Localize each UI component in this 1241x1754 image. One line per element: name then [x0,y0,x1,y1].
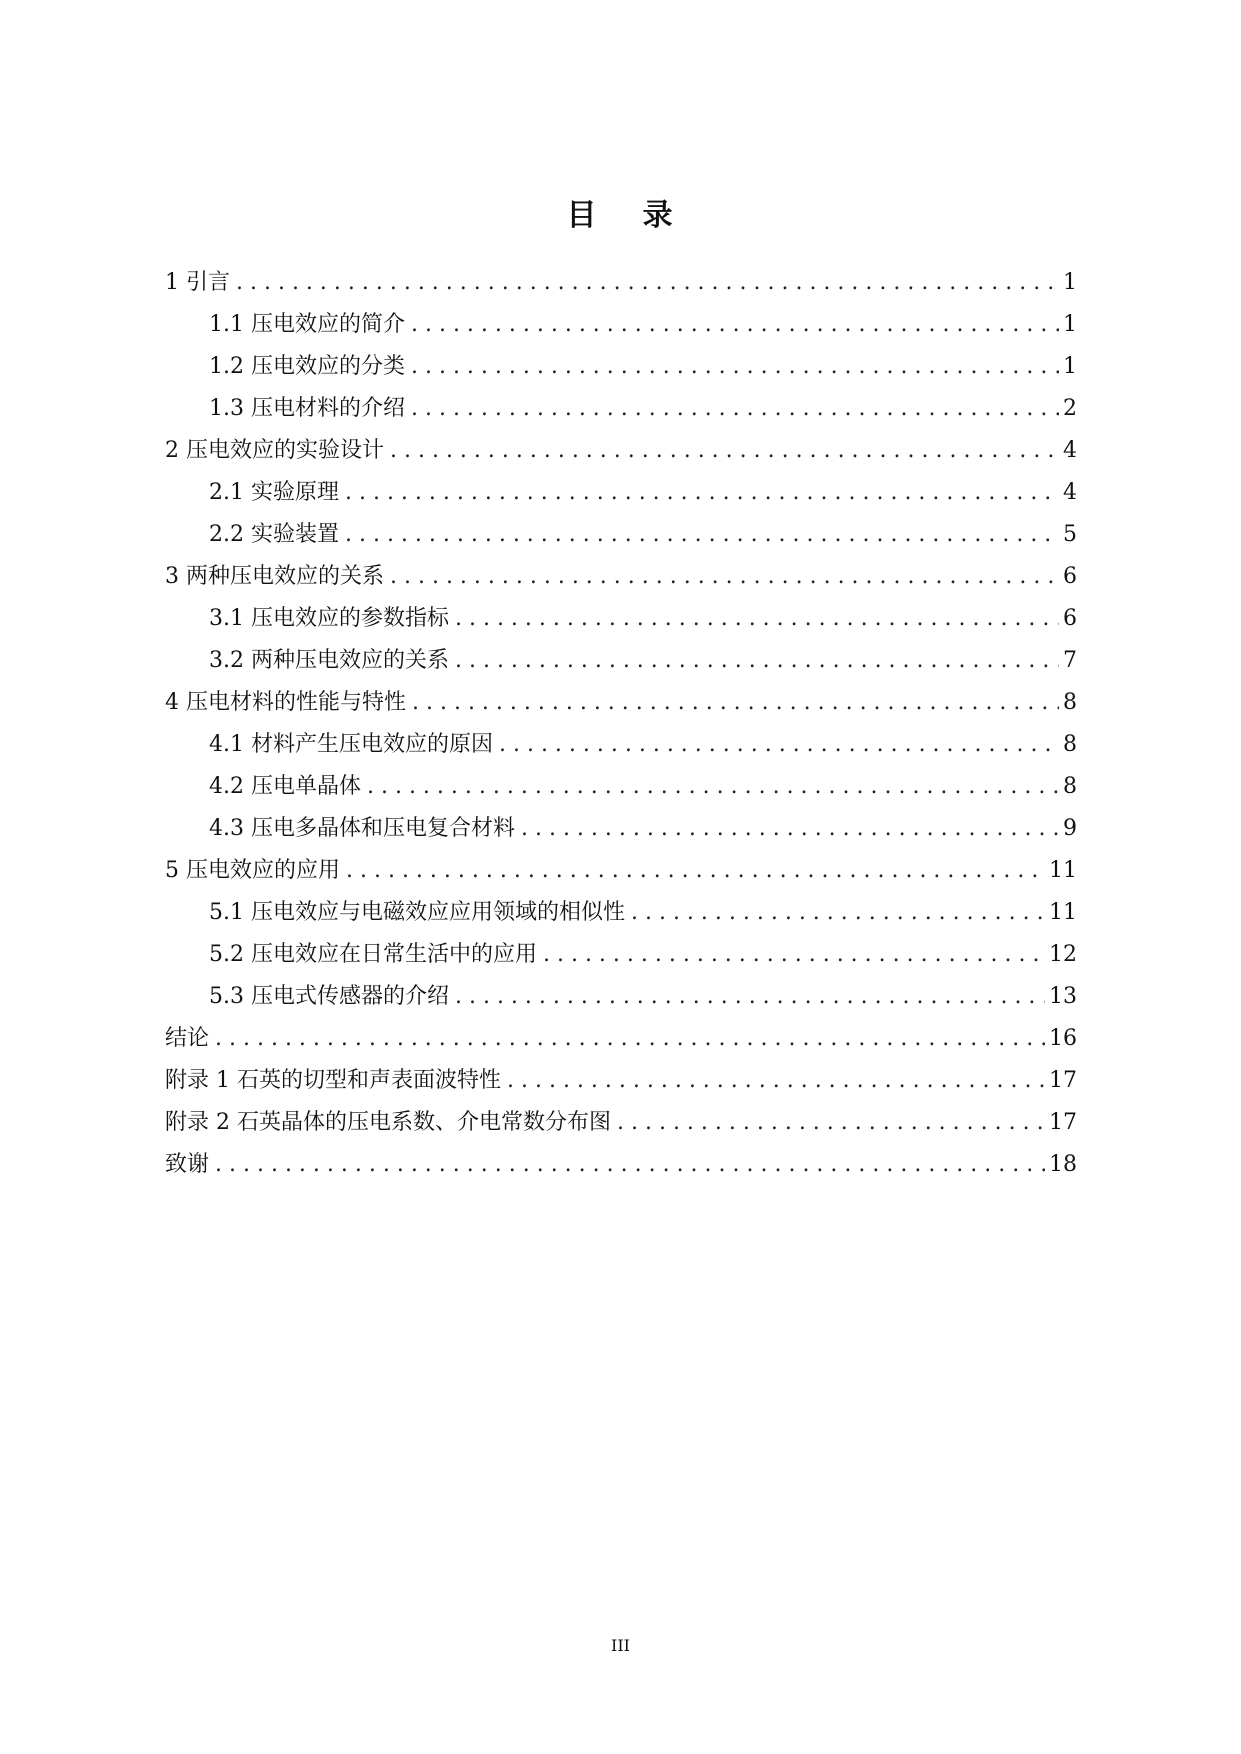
toc-entry[interactable] [165,892,1077,934]
toc-leader-dots [345,472,1059,514]
toc-leader-dots [543,934,1045,976]
toc-entry-label: 附录 1 石英的切型和声表面波特性 [165,1068,501,1093]
toc-entry-label: 5.1 压电效应与电磁效应应用领域的相似性 [209,900,625,925]
toc-leader-dots [455,640,1059,682]
toc-entry-page-number: 18 [1049,1152,1077,1177]
toc-leader-dots [499,724,1059,766]
toc-leader-dots [236,262,1059,304]
toc-entry[interactable] [165,640,1077,682]
toc-entry-label: 结论 [165,1026,210,1051]
toc-leader-dots [455,598,1059,640]
toc-entry-label: 5 压电效应的应用 [165,858,340,883]
toc-leader-dots [215,1018,1045,1060]
toc-leader-dots [390,430,1059,472]
toc-entry-page-number: 7 [1063,648,1077,673]
toc-entry-page-number: 1 [1063,312,1077,337]
toc-entry-label: 3.1 压电效应的参数指标 [209,606,449,631]
toc-entry[interactable] [165,262,1077,304]
toc-leader-dots [411,304,1059,346]
toc-entry[interactable] [165,430,1077,472]
toc-entry-label: 5.2 压电效应在日常生活中的应用 [209,942,537,967]
toc-entry-page-number: 9 [1063,816,1077,841]
toc-entry[interactable] [165,934,1077,976]
toc-leader-dots [346,850,1045,892]
toc-entry[interactable] [165,346,1077,388]
toc-entry-label: 1.1 压电效应的简介 [209,312,405,337]
toc-entry-page-number: 4 [1063,480,1077,505]
toc-entry[interactable] [165,976,1077,1018]
toc-entry-label: 4.1 材料产生压电效应的原因 [209,732,493,757]
toc-leader-dots [345,514,1059,556]
toc-entry[interactable] [165,808,1077,850]
toc-entry[interactable] [165,1018,1077,1060]
toc-entry[interactable] [165,514,1077,556]
toc-entry-page-number: 8 [1063,774,1077,799]
toc-leader-dots [455,976,1045,1018]
toc-entry[interactable] [165,1060,1077,1102]
toc-entry-label: 附录 2 石英晶体的压电系数、介电常数分布图 [165,1110,611,1135]
toc-entry-page-number: 2 [1063,396,1077,421]
toc-leader-dots [411,346,1059,388]
toc-leader-dots [215,1144,1045,1186]
toc-entry[interactable] [165,724,1077,766]
toc-entry-page-number: 1 [1063,270,1077,295]
toc-entry[interactable] [165,1102,1077,1144]
toc-entry-page-number: 6 [1063,564,1077,589]
toc-leader-dots [617,1102,1045,1144]
page-title [0,190,1241,234]
toc-entry-page-number: 4 [1063,438,1077,463]
toc-entry[interactable] [165,388,1077,430]
toc-entry[interactable] [165,1144,1077,1186]
toc-entry-page-number: 13 [1049,984,1077,1009]
toc-leader-dots [521,808,1059,850]
table-of-contents [165,262,1077,1186]
toc-entry-label: 1 引言 [165,270,230,295]
toc-entry-label: 2.1 实验原理 [209,480,339,505]
toc-entry[interactable] [165,304,1077,346]
toc-entry-label: 3 两种压电效应的关系 [165,564,384,589]
toc-entry-page-number: 8 [1063,732,1077,757]
toc-leader-dots [631,892,1045,934]
toc-entry-page-number: 11 [1049,858,1077,883]
toc-entry[interactable] [165,598,1077,640]
toc-entry-page-number: 6 [1063,606,1077,631]
toc-entry-label: 2 压电效应的实验设计 [165,438,384,463]
toc-entry-page-number: 17 [1049,1110,1077,1135]
toc-entry-label: 1.3 压电材料的介绍 [209,396,405,421]
toc-entry-label: 1.2 压电效应的分类 [209,354,405,379]
page-number-footer: III [611,1636,630,1655]
toc-leader-dots [390,556,1059,598]
page-title-part-2: 录 [642,198,675,233]
toc-entry[interactable] [165,766,1077,808]
toc-entry[interactable] [165,472,1077,514]
toc-leader-dots [411,388,1059,430]
toc-entry[interactable] [165,556,1077,598]
toc-entry-label: 致谢 [165,1152,210,1177]
toc-entry-label: 2.2 实验装置 [209,522,339,547]
page-title-part-1: 目 [566,198,599,233]
toc-entry-page-number: 8 [1063,690,1077,715]
toc-entry-page-number: 17 [1049,1068,1077,1093]
toc-entry-label: 4 压电材料的性能与特性 [165,690,406,715]
toc-entry-page-number: 5 [1063,522,1077,547]
toc-entry-label: 3.2 两种压电效应的关系 [209,648,449,673]
toc-entry-label: 5.3 压电式传感器的介绍 [209,984,449,1009]
toc-leader-dots [507,1060,1045,1102]
toc-entry[interactable] [165,850,1077,892]
toc-leader-dots [367,766,1059,808]
toc-entry-page-number: 11 [1049,900,1077,925]
toc-entry-page-number: 1 [1063,354,1077,379]
toc-entry-page-number: 16 [1049,1026,1077,1051]
toc-leader-dots [412,682,1059,724]
toc-entry[interactable] [165,682,1077,724]
toc-entry-page-number: 12 [1049,942,1077,967]
toc-entry-label: 4.3 压电多晶体和压电复合材料 [209,816,515,841]
toc-entry-label: 4.2 压电单晶体 [209,774,361,799]
